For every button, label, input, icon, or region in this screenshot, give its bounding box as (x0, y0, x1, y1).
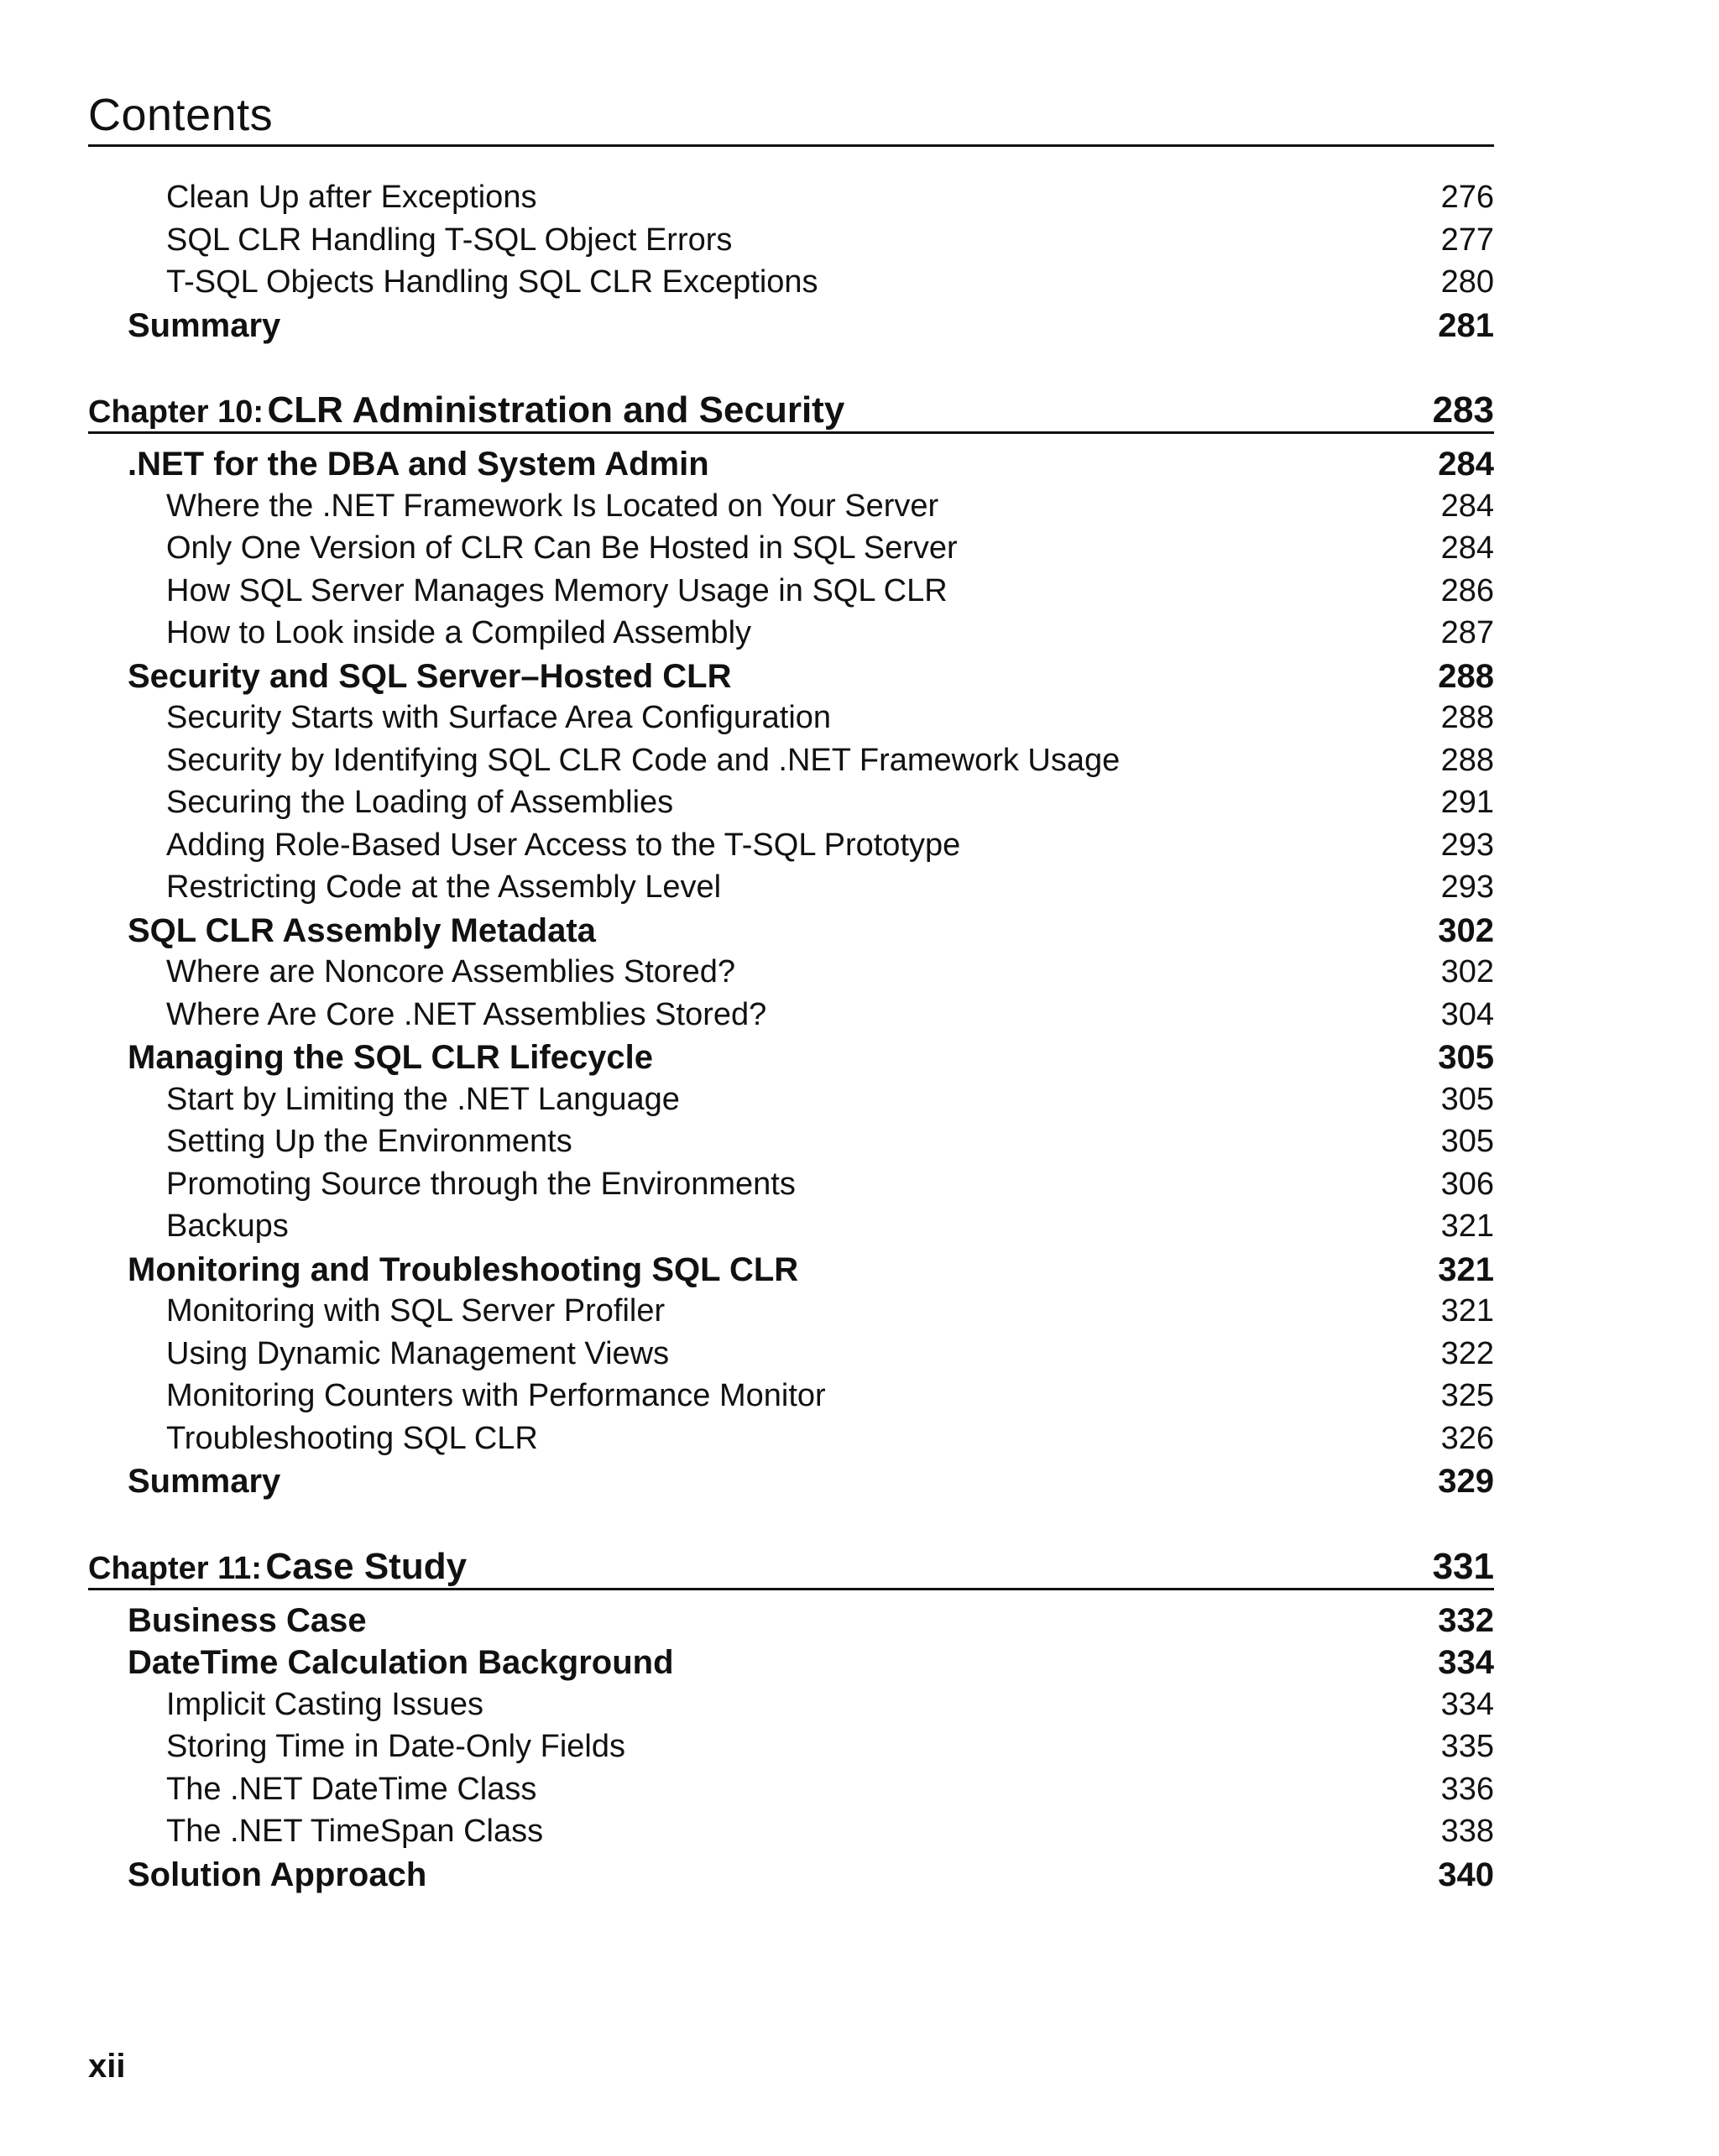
toc-subsection-entry (88, 222, 1494, 265)
toc-subsection-entry (88, 1378, 1494, 1421)
toc-entry-title: Security Starts with Surface Area Configuration (166, 700, 832, 735)
toc-section-entry (88, 912, 1494, 955)
chapter-heading-text (88, 389, 844, 431)
toc-entry-page-number: 284 (1440, 488, 1494, 524)
toc-entry-page-number: 321 (1440, 1209, 1494, 1244)
toc-entry-page-number: 322 (1440, 1335, 1494, 1371)
toc-subsection-entry (88, 1772, 1494, 1814)
toc-entry-page-number: 306 (1440, 1166, 1494, 1202)
toc-entry-page-number: 334 (1440, 1686, 1494, 1722)
page-header (88, 87, 1494, 147)
toc-entry-page-number: 302 (1440, 954, 1494, 989)
toc-entry-page-number: 336 (1440, 1771, 1494, 1807)
page-number: xii (88, 2048, 126, 2085)
toc-entry-title: Restricting Code at the Assembly Level (166, 869, 722, 905)
toc-entry-title: Summary (128, 306, 281, 344)
toc-entry-title: SQL CLR Assembly Metadata (128, 911, 596, 949)
toc-subsection-entry (88, 1167, 1494, 1209)
toc-entry-title: How to Look inside a Compiled Assembly (166, 615, 752, 650)
table-of-contents (88, 180, 1494, 1898)
toc-entry-page-number: 321 (1438, 1250, 1494, 1288)
toc-entry-title: Backups (166, 1209, 289, 1244)
toc-entry-title: The .NET DateTime Class (166, 1771, 537, 1807)
toc-entry-page-number: 284 (1438, 446, 1494, 483)
toc-entry-title: Monitoring and Troubleshooting SQL CLR (128, 1250, 799, 1288)
toc-entry-title: Where the .NET Framework Is Located on Your Server (166, 488, 939, 524)
toc-subsection-entry (88, 827, 1494, 870)
toc-entry-page-number: 277 (1440, 222, 1494, 258)
toc-entry-title: How SQL Server Manages Memory Usage in SQL CLR (166, 572, 948, 608)
toc-entry-title: Where Are Core .NET Assemblies Stored? (166, 996, 767, 1032)
toc-subsection-entry (88, 997, 1494, 1040)
toc-entry-page-number: 293 (1440, 827, 1494, 863)
toc-chapter-heading (88, 1532, 1494, 1590)
toc-subsection-entry (88, 615, 1494, 658)
toc-entry-title: SQL CLR Handling T-SQL Object Errors (166, 222, 733, 258)
toc-entry-title: Promoting Source through the Environments (166, 1166, 796, 1202)
toc-entry-page-number: 287 (1440, 615, 1494, 650)
toc-subsection-entry (88, 700, 1494, 743)
toc-entry-page-number: 332 (1438, 1601, 1494, 1639)
toc-entry-page-number: 291 (1440, 785, 1494, 820)
toc-entry-title: Summary (128, 1463, 281, 1500)
toc-section-entry (88, 1602, 1494, 1645)
chapter-label: Chapter 10: (88, 394, 264, 430)
toc-section-entry (88, 658, 1494, 701)
toc-entry-page-number: 329 (1438, 1463, 1494, 1500)
toc-section-entry (88, 1039, 1494, 1082)
toc-subsection-entry (88, 1124, 1494, 1167)
toc-entry-page-number: 305 (1440, 1081, 1494, 1117)
toc-entry-title: Where are Noncore Assemblies Stored? (166, 954, 735, 989)
toc-entry-title: Clean Up after Exceptions (166, 180, 537, 215)
toc-entry-title: Securing the Loading of Assemblies (166, 785, 674, 820)
toc-entry-page-number: 293 (1440, 869, 1494, 905)
toc-subsection-entry (88, 488, 1494, 531)
toc-chapter-heading (88, 376, 1494, 434)
page-title: Contents (88, 90, 274, 140)
toc-entry-page-number: 288 (1440, 742, 1494, 778)
toc-subsection-entry (88, 530, 1494, 573)
toc-entry-page-number: 283 (1432, 389, 1494, 431)
chapter-title: CLR Administration and Security (267, 389, 845, 431)
toc-entry-title: Troubleshooting SQL CLR (166, 1420, 538, 1456)
toc-entry-title: Only One Version of CLR Can Be Hosted in SQL Server (166, 530, 958, 566)
toc-entry-page-number: 334 (1438, 1644, 1494, 1681)
toc-entry-page-number: 288 (1438, 657, 1494, 695)
toc-entry-page-number: 326 (1440, 1420, 1494, 1456)
toc-subsection-entry (88, 869, 1494, 912)
toc-entry-title: Implicit Casting Issues (166, 1686, 484, 1722)
toc-entry-page-number: 305 (1438, 1039, 1494, 1076)
toc-entry-title: Storing Time in Date-Only Fields (166, 1729, 625, 1764)
toc-entry-page-number: 304 (1440, 996, 1494, 1032)
toc-subsection-entry (88, 1814, 1494, 1856)
toc-subsection-entry (88, 1421, 1494, 1464)
toc-subsection-entry (88, 180, 1494, 222)
toc-entry-title: Using Dynamic Management Views (166, 1335, 670, 1371)
toc-entry-page-number: 321 (1440, 1293, 1494, 1329)
toc-entry-page-number: 325 (1440, 1378, 1494, 1413)
toc-entry-title: Security and SQL Server–Hosted CLR (128, 657, 732, 695)
toc-entry-title: Adding Role-Based User Access to the T-SQL Prototype (166, 827, 961, 863)
toc-section-entry (88, 446, 1494, 488)
toc-entry-page-number: 338 (1440, 1814, 1494, 1849)
toc-subsection-entry (88, 1209, 1494, 1251)
toc-subsection-entry (88, 1082, 1494, 1125)
toc-subsection-entry (88, 1687, 1494, 1730)
toc-subsection-entry (88, 743, 1494, 786)
toc-subsection-entry (88, 954, 1494, 997)
toc-entry-title: T-SQL Objects Handling SQL CLR Exceptions (166, 264, 818, 300)
toc-entry-page-number: 284 (1440, 530, 1494, 566)
toc-entry-title: DateTime Calculation Background (128, 1644, 674, 1681)
chapter-label: Chapter 11: (88, 1550, 262, 1586)
toc-subsection-entry (88, 1729, 1494, 1772)
toc-entry-title: Security by Identifying SQL CLR Code and .NET Framework Usage (166, 742, 1121, 778)
toc-section-entry (88, 1856, 1494, 1899)
toc-entry-title: Business Case (128, 1601, 367, 1639)
toc-entry-page-number: 288 (1440, 700, 1494, 735)
toc-subsection-entry (88, 785, 1494, 827)
toc-entry-title: Start by Limiting the .NET Language (166, 1081, 680, 1117)
toc-entry-page-number: 340 (1438, 1856, 1494, 1893)
toc-entry-page-number: 305 (1440, 1124, 1494, 1159)
toc-entry-page-number: 286 (1440, 572, 1494, 608)
toc-subsection-entry (88, 264, 1494, 307)
toc-entry-page-number: 276 (1440, 180, 1494, 215)
toc-entry-page-number: 281 (1438, 306, 1494, 344)
chapter-title: Case Study (265, 1545, 468, 1587)
chapter-heading-text (88, 1546, 467, 1588)
toc-entry-title: .NET for the DBA and System Admin (128, 446, 709, 483)
toc-section-entry (88, 1251, 1494, 1294)
toc-entry-title: Monitoring with SQL Server Profiler (166, 1293, 666, 1329)
toc-entry-title: Setting Up the Environments (166, 1124, 572, 1159)
toc-entry-title: Managing the SQL CLR Lifecycle (128, 1039, 654, 1076)
toc-section-entry (88, 307, 1494, 350)
toc-subsection-entry (88, 1293, 1494, 1336)
toc-entry-page-number: 280 (1440, 264, 1494, 300)
toc-section-entry (88, 1644, 1494, 1687)
toc-entry-page-number: 331 (1432, 1545, 1494, 1587)
toc-entry-title: Monitoring Counters with Performance Monitor (166, 1378, 826, 1413)
toc-entry-page-number: 335 (1440, 1729, 1494, 1764)
toc-entry-title: The .NET TimeSpan Class (166, 1814, 544, 1849)
toc-entry-title: Solution Approach (128, 1856, 427, 1893)
toc-section-entry (88, 1463, 1494, 1506)
toc-subsection-entry (88, 573, 1494, 616)
toc-subsection-entry (88, 1336, 1494, 1379)
toc-entry-page-number: 302 (1438, 911, 1494, 949)
